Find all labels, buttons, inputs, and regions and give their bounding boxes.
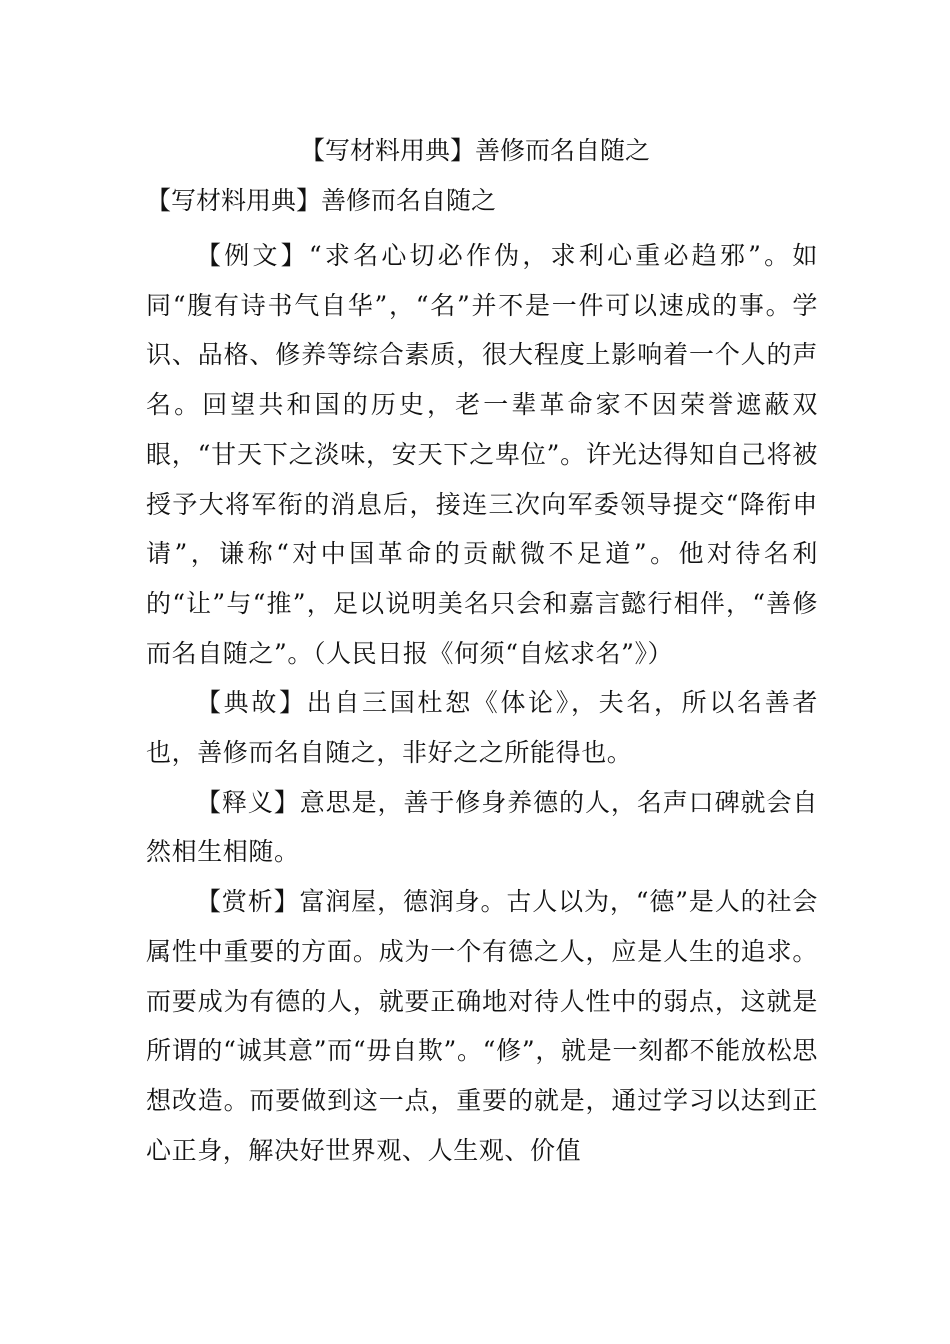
paragraph-example: 【例文】“求名心切必作伪，求利心重必趋邪”。如同“腹有诗书气自华”，“名”并不是一件可以速成的事。学识、品格、修养等综合素质，很大程度上影响着一个人的声名。回望共和国的历史，老一辈革命家不因荣誉遮蔽双眼，“甘天下之淡味，安天下之卑位”。许光达得知自己将被授予大将军衔的消息后，接连三次向军委领导提交“降衔申请”，谦称“对中国革命的贡献微不足道”。他对待名利的“让”与“推”，足以说明美名只会和嘉言懿行相伴，“善修而名自随之”。（人民日报《何须“自炫求名”》）: [146, 241, 818, 668]
paragraph-origin: 【典故】出自三国杜恕《体论》，夫名，所以名善者也，善修而名自随之，非好之之所能得也。: [146, 688, 818, 768]
paragraph-appreciation: 【赏析】富润屋，德润身。古人以为，“德”是人的社会属性中重要的方面。成为一个有德之人，应是人生的追求。而要成为有德的人，就要正确地对待人性中的弱点，这就是所谓的“诚其意”而“毋自欺”。“修”，就是一刻都不能放松思想改造。而要做到这一点，重要的就是，通过学习以达到正心正身，解决好世界观、人生观、价值: [146, 887, 818, 1165]
document-body: [146, 231, 818, 1175]
document-title: 【写材料用典】善修而名自随之: [299, 136, 650, 165]
paragraph-meaning: 【释义】意思是，善于修身养德的人，名声口碑就会自然相生相随。: [146, 787, 818, 867]
document-heading: 【写材料用典】善修而名自随之: [146, 186, 497, 215]
